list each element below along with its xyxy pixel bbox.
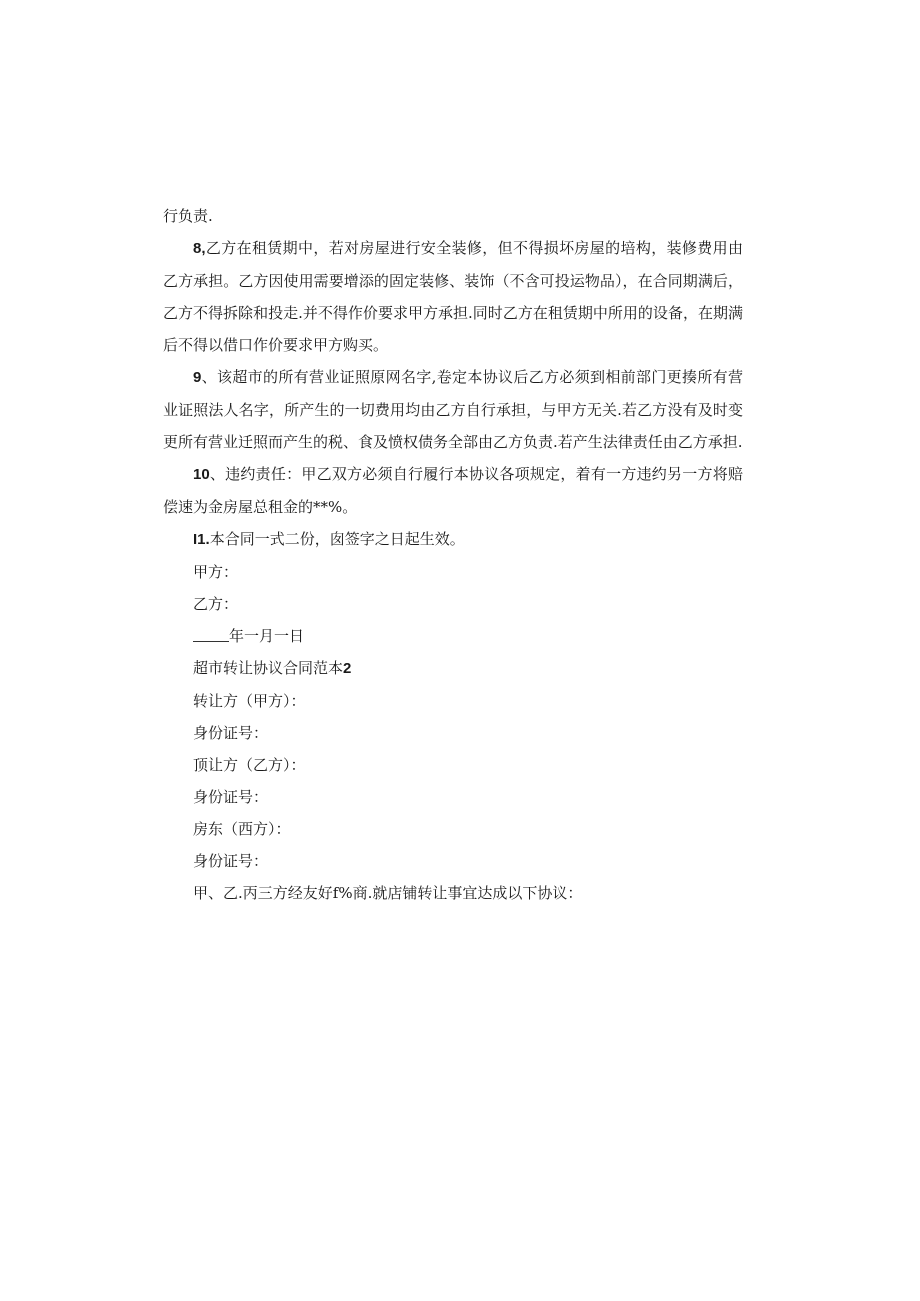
clause-text: 本合同一式二份，囱签字之日起生效。 xyxy=(209,530,465,548)
clause-number: 9 xyxy=(193,369,202,386)
clause-number: I1. xyxy=(193,531,210,548)
signature-date xyxy=(163,620,743,652)
signature-party-a: 甲方： xyxy=(193,563,239,581)
section-title-text: 超市转让协议合同范本 xyxy=(193,659,344,677)
paragraph-continuation xyxy=(163,200,743,232)
transferor-field: 转让方（甲方）： xyxy=(193,692,306,710)
section-title-number: 2 xyxy=(343,660,352,677)
document-body xyxy=(163,200,743,909)
clause-text: 、该超市的所有营业证照原网名字,卷定本协议后乙方必须到相前部门更揍所有营业证照法人名字，所产生的一切费用均由乙方自行承担，与甲方无关.若乙方没有及时变更所有营业迁照而产生的税、食及愤权债务全部由乙方负责.若产生法律责任由乙方承担. xyxy=(163,368,743,451)
date-suffix: 年一月一日 xyxy=(229,627,305,645)
date-blank-line xyxy=(193,624,229,642)
landlord-id-field: 身份证号： xyxy=(193,852,269,870)
transferee-id-field: 身份证号： xyxy=(193,788,269,806)
transferee-field: 顶让方（乙方）： xyxy=(193,756,306,774)
signature-party-b: 乙方： xyxy=(193,595,239,613)
clause-11 xyxy=(163,523,743,556)
clause-9 xyxy=(163,361,743,458)
section-title xyxy=(163,652,743,685)
clause-10 xyxy=(163,458,743,523)
landlord-field: 房东（西方）： xyxy=(193,820,291,838)
clause-text: 、违约责任：甲乙双方必须自行履行本协议各项规定，着有一方违约另一方将赔偿速为金房屋总租金的**%。 xyxy=(163,465,743,516)
transferor-id-field: 身份证号： xyxy=(193,724,269,742)
clause-number: 8, xyxy=(193,240,206,257)
paragraph-text: 行负责. xyxy=(163,207,213,225)
clause-text: 乙方在租赁期中，若对房屋进行安全装修，但不得损坏房屋的培构，装修费用由乙方承担。乙方因使用需要增添的固定装修、装饰（不含可投运物品），在合同期满后，乙方不得拆除和投走.并不得作价要求甲方承担.同时乙方在租赁期中所用的设备，在期满后不得以借口作价要求甲方购买。 xyxy=(163,239,743,354)
clause-number: 10 xyxy=(193,466,210,483)
clause-8 xyxy=(163,232,743,361)
agreement-intro: 甲、乙.丙三方经友好f%商.就店铺转让事宜达成以下协议： xyxy=(193,884,583,902)
